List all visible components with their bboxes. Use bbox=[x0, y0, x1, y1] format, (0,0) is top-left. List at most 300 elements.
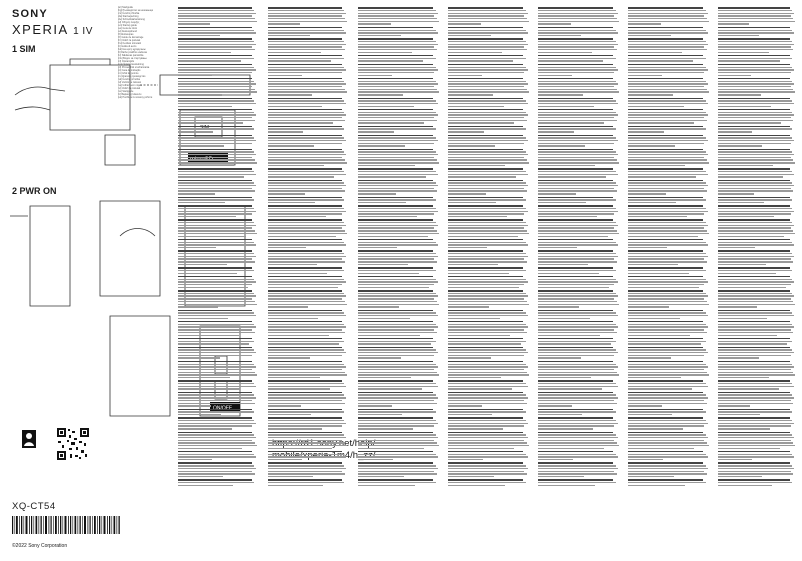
fine-print-line bbox=[538, 448, 604, 449]
fine-print-line bbox=[268, 216, 326, 217]
fine-print-line bbox=[178, 230, 255, 231]
fine-print-line bbox=[718, 364, 792, 365]
fine-print-line bbox=[268, 41, 344, 42]
fine-print-line bbox=[448, 202, 496, 203]
language-entry: [mk] Водич за стартување bbox=[118, 57, 147, 60]
fine-print-line bbox=[448, 174, 528, 175]
fine-print-block bbox=[718, 135, 796, 147]
fine-print-line bbox=[628, 151, 706, 152]
fine-print-line bbox=[538, 225, 618, 226]
fine-print-line bbox=[538, 67, 616, 68]
fine-print-line bbox=[448, 213, 524, 214]
fine-print-line bbox=[268, 448, 332, 449]
fine-print-line bbox=[268, 315, 346, 316]
fine-print-line bbox=[538, 52, 592, 53]
fine-print-block bbox=[268, 219, 348, 237]
fine-print-line bbox=[538, 55, 613, 56]
fine-print-block bbox=[718, 321, 796, 336]
fine-print-line bbox=[178, 10, 254, 11]
fine-print-block bbox=[448, 392, 530, 407]
fine-print-line bbox=[178, 409, 252, 410]
fine-print-line bbox=[718, 140, 794, 141]
fine-print-line bbox=[358, 335, 420, 336]
fine-print-line bbox=[718, 261, 793, 262]
fine-print-line bbox=[448, 448, 514, 449]
fine-print-line bbox=[718, 225, 794, 226]
fine-print-line bbox=[178, 137, 254, 138]
qr-code bbox=[57, 428, 89, 460]
fine-print-line bbox=[358, 420, 436, 421]
fine-print-line bbox=[268, 394, 344, 395]
fine-print-line bbox=[358, 225, 438, 226]
fine-print-block bbox=[448, 98, 530, 107]
fine-print-line bbox=[628, 423, 708, 424]
fine-print-line bbox=[448, 162, 529, 163]
fine-print-line bbox=[178, 46, 252, 47]
fine-print-line bbox=[358, 409, 433, 410]
fine-print-line bbox=[538, 112, 616, 113]
fine-print-line bbox=[628, 400, 704, 401]
fine-print-line bbox=[628, 128, 706, 129]
fine-print-line bbox=[448, 60, 513, 61]
fine-print-line bbox=[448, 211, 528, 212]
fine-print-block bbox=[358, 432, 440, 450]
fine-print-line bbox=[358, 41, 436, 42]
fine-print-block bbox=[268, 135, 348, 147]
fine-print-line bbox=[628, 60, 693, 61]
fine-print-line bbox=[538, 276, 613, 277]
fine-print-line bbox=[628, 414, 672, 415]
fine-print-block bbox=[178, 338, 258, 345]
fine-print-line bbox=[718, 208, 792, 209]
fine-print-line bbox=[718, 100, 792, 101]
fine-print-line bbox=[178, 38, 252, 39]
fine-print-line bbox=[358, 182, 436, 183]
fine-print-line bbox=[628, 64, 703, 65]
fine-print-line bbox=[718, 46, 791, 47]
fine-print-line bbox=[448, 321, 523, 322]
fine-print-line bbox=[628, 290, 703, 291]
fine-print-line bbox=[178, 454, 254, 455]
fine-print-line bbox=[628, 168, 703, 169]
language-entry: [tr] Başlangıç kılavuzu bbox=[118, 93, 142, 96]
fine-print-line bbox=[178, 55, 252, 56]
fine-print-line bbox=[628, 293, 706, 294]
fine-print-line bbox=[718, 310, 790, 311]
fine-print-block bbox=[448, 197, 530, 204]
fine-print-block bbox=[178, 392, 258, 407]
fine-print-line bbox=[718, 380, 790, 381]
fine-print-block bbox=[448, 168, 530, 177]
fine-print-line bbox=[448, 13, 528, 14]
fine-print-line bbox=[178, 211, 256, 212]
fine-print-line bbox=[448, 157, 524, 158]
fine-print-line bbox=[628, 403, 707, 404]
fine-print-line bbox=[358, 386, 438, 387]
fine-print-block bbox=[718, 98, 796, 107]
fine-print-line bbox=[718, 403, 793, 404]
fine-print-line bbox=[448, 301, 527, 302]
fine-print-block bbox=[448, 78, 530, 96]
fine-print-line bbox=[268, 270, 344, 271]
fine-print-line bbox=[538, 10, 616, 11]
fine-print-line bbox=[538, 21, 619, 22]
fine-print-line bbox=[268, 326, 346, 327]
fine-print-line bbox=[538, 335, 600, 336]
fine-print-line bbox=[538, 261, 617, 262]
fine-print-line bbox=[628, 114, 708, 115]
fine-print-block bbox=[538, 7, 620, 25]
fine-print-line bbox=[268, 126, 342, 127]
fine-print-line bbox=[628, 383, 706, 384]
fine-print-line bbox=[628, 137, 706, 138]
fine-print-line bbox=[628, 388, 692, 389]
fine-print-block bbox=[178, 149, 258, 167]
fine-print-block bbox=[448, 205, 530, 217]
fine-print-line bbox=[628, 120, 707, 121]
fine-print-line bbox=[448, 364, 526, 365]
fine-print-line bbox=[718, 69, 794, 70]
fine-print-line bbox=[538, 69, 618, 70]
fine-print-line bbox=[718, 213, 791, 214]
fine-print-line bbox=[358, 180, 433, 181]
fine-print-line bbox=[448, 230, 527, 231]
fine-print-line bbox=[358, 106, 414, 107]
fine-print-line bbox=[628, 471, 704, 472]
fine-print-block bbox=[628, 64, 710, 76]
fine-print-line bbox=[268, 180, 342, 181]
fine-print-line bbox=[178, 310, 252, 311]
fine-print-block bbox=[268, 290, 348, 308]
fine-print-block bbox=[538, 98, 620, 107]
fine-print-line bbox=[358, 306, 399, 307]
fine-print-line bbox=[448, 78, 523, 79]
fine-print-line bbox=[718, 230, 793, 231]
fine-print-line bbox=[628, 352, 708, 353]
fine-print-line bbox=[358, 208, 436, 209]
fine-print-line bbox=[268, 182, 344, 183]
fine-print-line bbox=[628, 55, 703, 56]
fine-print-line bbox=[448, 168, 523, 169]
fine-print-block bbox=[268, 267, 348, 274]
fine-print-line bbox=[358, 290, 433, 291]
fine-print-line bbox=[538, 349, 616, 350]
fine-print-line bbox=[448, 312, 526, 313]
fine-print-line bbox=[268, 171, 344, 172]
fine-print-line bbox=[718, 247, 755, 248]
fine-print-line bbox=[628, 154, 708, 155]
fine-print-line bbox=[178, 321, 252, 322]
fine-print-line bbox=[718, 236, 784, 237]
fine-print-line bbox=[358, 329, 434, 330]
fine-print-line bbox=[718, 420, 792, 421]
fine-print-line bbox=[628, 324, 706, 325]
fine-print-line bbox=[448, 120, 527, 121]
fine-print-line bbox=[628, 78, 703, 79]
fine-print-line bbox=[358, 423, 438, 424]
fine-print-line bbox=[718, 86, 791, 87]
fine-print-line bbox=[268, 321, 342, 322]
fine-print-line bbox=[268, 423, 346, 424]
fine-print-block bbox=[628, 55, 710, 62]
fine-print-line bbox=[448, 380, 523, 381]
fine-print-line bbox=[538, 377, 591, 378]
fine-print-line bbox=[718, 23, 749, 24]
fine-print-line bbox=[358, 165, 415, 166]
fine-print-line bbox=[718, 72, 791, 73]
fine-print-line bbox=[448, 281, 528, 282]
fine-print-block bbox=[268, 392, 348, 407]
fine-print-block bbox=[448, 479, 530, 486]
fine-print-line bbox=[628, 159, 707, 160]
fine-print-block bbox=[448, 126, 530, 133]
fine-print-line bbox=[268, 276, 342, 277]
fine-print-line bbox=[538, 304, 619, 305]
language-entry: [nl] Opstartgids bbox=[118, 60, 135, 63]
fine-print-line bbox=[448, 267, 523, 268]
fine-print-block bbox=[628, 197, 710, 204]
fine-print-line bbox=[178, 23, 210, 24]
fine-print-line bbox=[448, 190, 527, 191]
fine-print-line bbox=[718, 13, 794, 14]
fine-print-block bbox=[358, 347, 440, 359]
fine-print-line bbox=[448, 250, 523, 251]
fine-print-line bbox=[628, 392, 703, 393]
fine-print-line bbox=[178, 437, 256, 438]
fine-print-line bbox=[628, 10, 706, 11]
fine-print-line bbox=[268, 202, 315, 203]
fine-print-line bbox=[628, 23, 661, 24]
fine-print-line bbox=[628, 434, 706, 435]
fine-print-line bbox=[448, 377, 501, 378]
fine-print-line bbox=[718, 174, 794, 175]
fine-print-line bbox=[358, 213, 434, 214]
fine-print-line bbox=[178, 15, 252, 16]
fine-print-block bbox=[718, 7, 796, 25]
fine-print-line bbox=[448, 67, 526, 68]
fine-print-line bbox=[538, 428, 593, 429]
fine-print-line bbox=[538, 227, 614, 228]
fine-print-line bbox=[718, 329, 791, 330]
fine-print-line bbox=[538, 135, 613, 136]
fine-print-line bbox=[358, 185, 438, 186]
fine-print-line bbox=[178, 423, 256, 424]
fine-print-line bbox=[268, 176, 334, 177]
fine-print-line bbox=[268, 290, 342, 291]
fine-print-line bbox=[358, 159, 437, 160]
fine-print-line bbox=[358, 338, 433, 339]
fine-print-line bbox=[268, 485, 323, 486]
fine-print-line bbox=[628, 267, 703, 268]
fine-print-line bbox=[178, 417, 252, 418]
fine-print-line bbox=[628, 442, 707, 443]
fine-print-block bbox=[538, 361, 620, 379]
fine-print-line bbox=[448, 437, 528, 438]
fine-print-line bbox=[268, 383, 344, 384]
fine-print-line bbox=[538, 120, 617, 121]
fine-print-block bbox=[358, 205, 440, 217]
fine-print-line bbox=[268, 78, 342, 79]
fine-print-line bbox=[538, 49, 617, 50]
fine-print-line bbox=[538, 91, 619, 92]
fine-print-line bbox=[718, 473, 793, 474]
fine-print-line bbox=[358, 432, 433, 433]
fine-print-line bbox=[268, 400, 342, 401]
fine-print-line bbox=[178, 293, 254, 294]
fine-print-line bbox=[178, 78, 252, 79]
brand-logo: SONY bbox=[12, 8, 48, 20]
fine-print-line bbox=[448, 386, 528, 387]
fine-print-line bbox=[178, 256, 256, 257]
fine-print-line bbox=[178, 298, 252, 299]
fine-print-line bbox=[358, 361, 433, 362]
fine-print-line bbox=[178, 434, 254, 435]
fine-print-line bbox=[628, 227, 704, 228]
fine-print-block bbox=[448, 321, 530, 336]
fine-print-block bbox=[358, 392, 440, 407]
fine-print-block bbox=[448, 417, 530, 429]
fine-print-line bbox=[448, 338, 523, 339]
fine-print-line bbox=[178, 106, 232, 107]
fine-print-line bbox=[268, 279, 344, 280]
fine-print-line bbox=[178, 468, 256, 469]
fine-print-line bbox=[268, 411, 344, 412]
fine-print-block bbox=[268, 380, 348, 389]
fine-print-line bbox=[448, 7, 523, 8]
fine-print-line bbox=[358, 428, 413, 429]
fine-print-line bbox=[628, 58, 706, 59]
fine-print-line bbox=[538, 423, 618, 424]
fine-print-block bbox=[268, 149, 348, 167]
fine-print-block bbox=[448, 149, 530, 167]
fine-print-line bbox=[268, 13, 346, 14]
fine-print-line bbox=[538, 233, 619, 234]
fine-print-line bbox=[268, 185, 346, 186]
fine-print-line bbox=[628, 341, 706, 342]
fine-print-line bbox=[538, 216, 597, 217]
fine-print-block bbox=[448, 361, 530, 379]
language-entry: [et] Alustusjuhend bbox=[118, 30, 137, 33]
fine-print-line bbox=[628, 106, 684, 107]
fine-print-line bbox=[178, 479, 252, 480]
fine-print-block bbox=[718, 205, 796, 217]
language-entry: [kk] Іске қосу нұсқаулығы bbox=[118, 48, 146, 51]
fine-print-line bbox=[358, 27, 433, 28]
fine-print-line bbox=[448, 405, 482, 406]
fine-print-line bbox=[448, 225, 528, 226]
fine-print-line bbox=[268, 369, 342, 370]
fine-print-line bbox=[358, 128, 436, 129]
fine-print-line bbox=[268, 355, 342, 356]
fine-print-line bbox=[448, 38, 523, 39]
fine-print-line bbox=[268, 361, 342, 362]
fine-print-line bbox=[538, 64, 613, 65]
fine-print-block bbox=[268, 180, 348, 195]
fine-print-line bbox=[448, 298, 524, 299]
fine-print-line bbox=[718, 137, 792, 138]
fine-print-line bbox=[628, 482, 706, 483]
fine-print-line bbox=[448, 128, 526, 129]
fine-print-block bbox=[178, 38, 258, 53]
fine-print-block bbox=[628, 126, 710, 133]
fine-print-block bbox=[448, 55, 530, 62]
fine-print-line bbox=[268, 468, 346, 469]
fine-print-line bbox=[628, 41, 706, 42]
fine-print-line bbox=[358, 440, 434, 441]
fine-print-line bbox=[628, 230, 707, 231]
fine-print-line bbox=[358, 264, 408, 265]
fine-print-line bbox=[538, 479, 613, 480]
fine-print-line bbox=[358, 202, 406, 203]
fine-print-line bbox=[448, 425, 524, 426]
fine-print-block bbox=[358, 219, 440, 237]
fine-print-line bbox=[358, 38, 433, 39]
fine-print-line bbox=[628, 91, 709, 92]
fine-print-line bbox=[178, 145, 224, 146]
fine-print-line bbox=[538, 326, 618, 327]
fine-print-line bbox=[718, 287, 786, 288]
fine-print-line bbox=[268, 159, 345, 160]
fine-print-line bbox=[538, 437, 618, 438]
fine-print-line bbox=[268, 10, 344, 11]
language-entry: [el] Οδηγός έναρξης bbox=[118, 21, 140, 24]
fine-print-line bbox=[718, 273, 776, 274]
fine-print-block bbox=[718, 380, 796, 389]
fine-print-block bbox=[448, 250, 530, 265]
fine-print-line bbox=[718, 298, 791, 299]
fine-print-line bbox=[448, 27, 523, 28]
fine-print-block bbox=[538, 149, 620, 167]
fine-print-block bbox=[628, 432, 710, 450]
fine-print-line bbox=[358, 78, 433, 79]
fine-print-line bbox=[448, 293, 526, 294]
fine-print-line bbox=[268, 197, 342, 198]
fine-print-line bbox=[268, 86, 342, 87]
fine-print-line bbox=[448, 182, 526, 183]
fine-print-block bbox=[268, 239, 348, 248]
fine-print-line bbox=[448, 145, 495, 146]
fine-print-line bbox=[448, 485, 505, 486]
fine-print-block bbox=[268, 310, 348, 319]
fine-print-line bbox=[538, 372, 617, 373]
fine-print-line bbox=[448, 361, 523, 362]
language-entry: [cs] Úvodní příručka bbox=[118, 12, 140, 15]
fine-print-line bbox=[448, 428, 503, 429]
fine-print-line bbox=[718, 58, 792, 59]
fine-print-line bbox=[628, 357, 671, 358]
fine-print-block bbox=[268, 462, 348, 477]
fine-print-line bbox=[628, 94, 673, 95]
fine-print-line bbox=[628, 386, 708, 387]
fine-print-block bbox=[358, 310, 440, 319]
fine-print-line bbox=[178, 485, 233, 486]
fine-print-line bbox=[178, 301, 255, 302]
fine-print-line bbox=[268, 233, 347, 234]
fine-print-line bbox=[358, 442, 437, 443]
fine-print-line bbox=[268, 479, 342, 480]
fine-print-line bbox=[178, 149, 252, 150]
fine-print-line bbox=[178, 428, 232, 429]
fine-print-line bbox=[268, 372, 345, 373]
fine-print-line bbox=[448, 131, 484, 132]
fine-print-line bbox=[628, 219, 703, 220]
fine-print-line bbox=[718, 281, 794, 282]
fine-print-line bbox=[718, 290, 790, 291]
fine-print-block bbox=[718, 64, 796, 76]
fine-print-line bbox=[358, 380, 433, 381]
fine-print-line bbox=[358, 75, 392, 76]
fine-print-line bbox=[628, 366, 708, 367]
